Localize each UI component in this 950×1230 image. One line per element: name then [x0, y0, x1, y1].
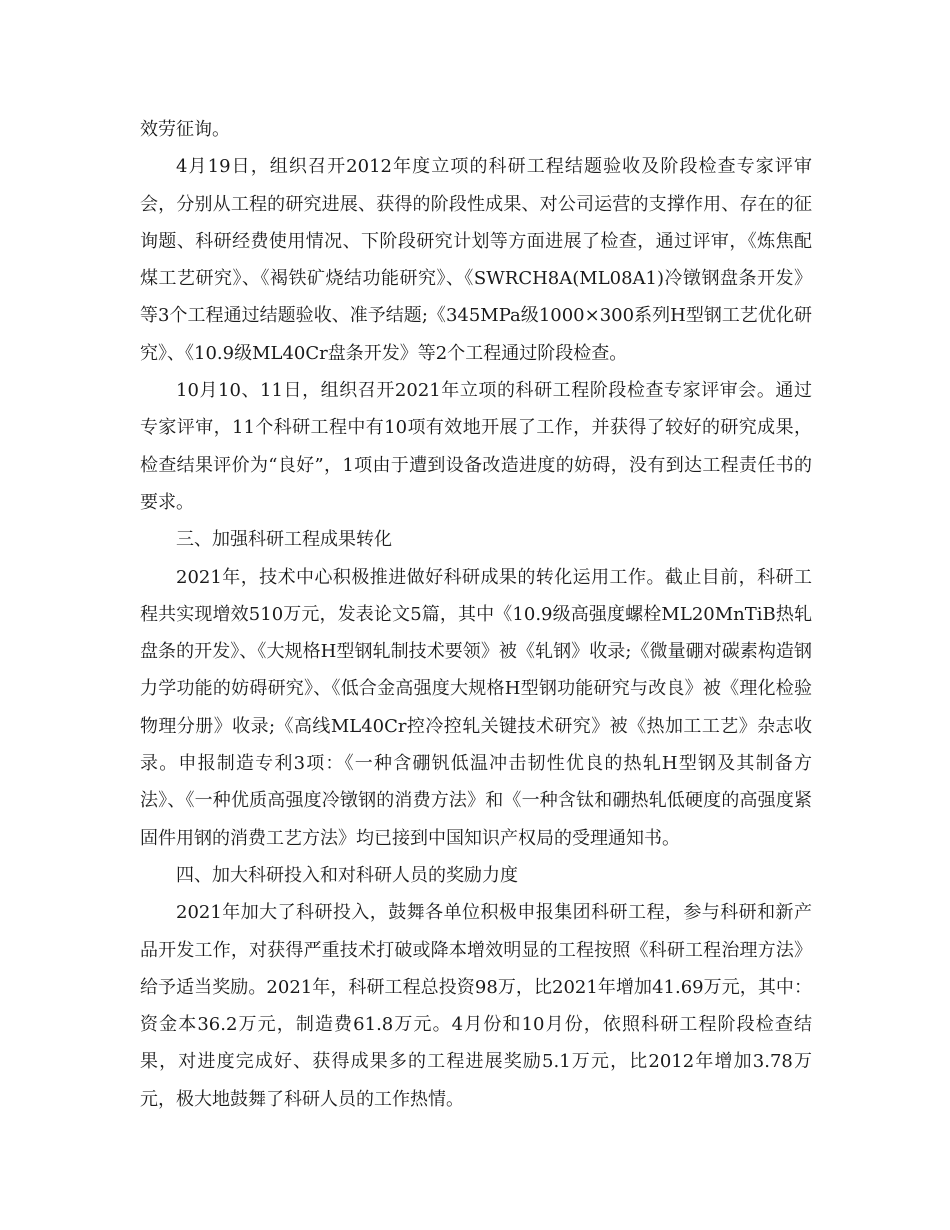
paragraph-achievements: 2021年，技术中心积极推进做好科研成果的转化运用工作。截止目前，科研工程共实现增效510万元，发表论文5篇，其中《10.9级高强度螺栓ML20MnTiB热轧盘条的开发》、《大规格H型钢轧制技术要领》被《轧钢》收录;《微量硼对碳素构造钢力学功能的妨碍研究》、《低合金高强度大规格H型钢功能研究与改良》被《理化检验物理分册》收录;《高线ML40Cr控冷控轧关键技术研究》被《热加工工艺》杂志收录。申报制造专利3项：《一种含硼钒低温冲击韧性优良的热轧H型钢及其制备方法》、《一种优质高强度冷镦钢的消费方法》和《一种含钛和硼热轧低硬度的高强度紧固件用钢的消费工艺方法》均已接到中国知识产权局的受理通知书。	[140, 566, 812, 849]
section-heading-investment-rewards: 四、加大科研投入和对科研人员的奖励力度	[176, 864, 518, 886]
paragraph-review-october: 10月10、11日，组织召开2021年立项的科研工程阶段检查专家评审会。通过专家评审，11个科研工程中有10项有效地开展了工作，并获得了较好的研究成果，检查结果评价为“良好”，1项由于遭到设备改造进度的妨碍，没有到达工程责任书的要求。	[140, 380, 812, 513]
document-body	[140, 111, 812, 1118]
paragraph-continuation: 效劳征询。	[140, 119, 230, 140]
paragraph-investment: 2021年加大了科研投入，鼓舞各单位积极申报集团科研工程，参与科研和新产品开发工作，对获得严重技术打破或降本增效明显的工程按照《科研工程治理方法》给予适当奖励。2021年，科研工程总投资98万，比2021年增加41.69万元，其中：资金本36.2万元，制造费61.8万元。4月份和10月份，依照科研工程阶段检查结果，对进度完成好、获得成果多的工程进展奖励5.1万元，比2012年增加3.78万元，极大地鼓舞了科研人员的工作热情。	[140, 902, 812, 1110]
section-heading-achievement-transfer: 三、加强科研工程成果转化	[176, 529, 392, 551]
paragraph-review-april: 4月19日，组织召开2012年度立项的科研工程结题验收及阶段检查专家评审会，分别从工程的研究进展、获得的阶段性成果、对公司运营的支撑作用、存在的征询题、科研经费使用情况、下阶段研究计划等方面进展了检查，通过评审，《炼焦配煤工艺研究》、《褐铁矿烧结功能研究》、《SWRCH8A(ML08A1)冷镦钢盘条开发》等3个工程通过结题验收、准予结题;《345MPa级1000×300系列H型钢工艺优化研究》、《10.9级ML40Cr盘条开发》等2个工程通过阶段检查。	[140, 156, 812, 364]
